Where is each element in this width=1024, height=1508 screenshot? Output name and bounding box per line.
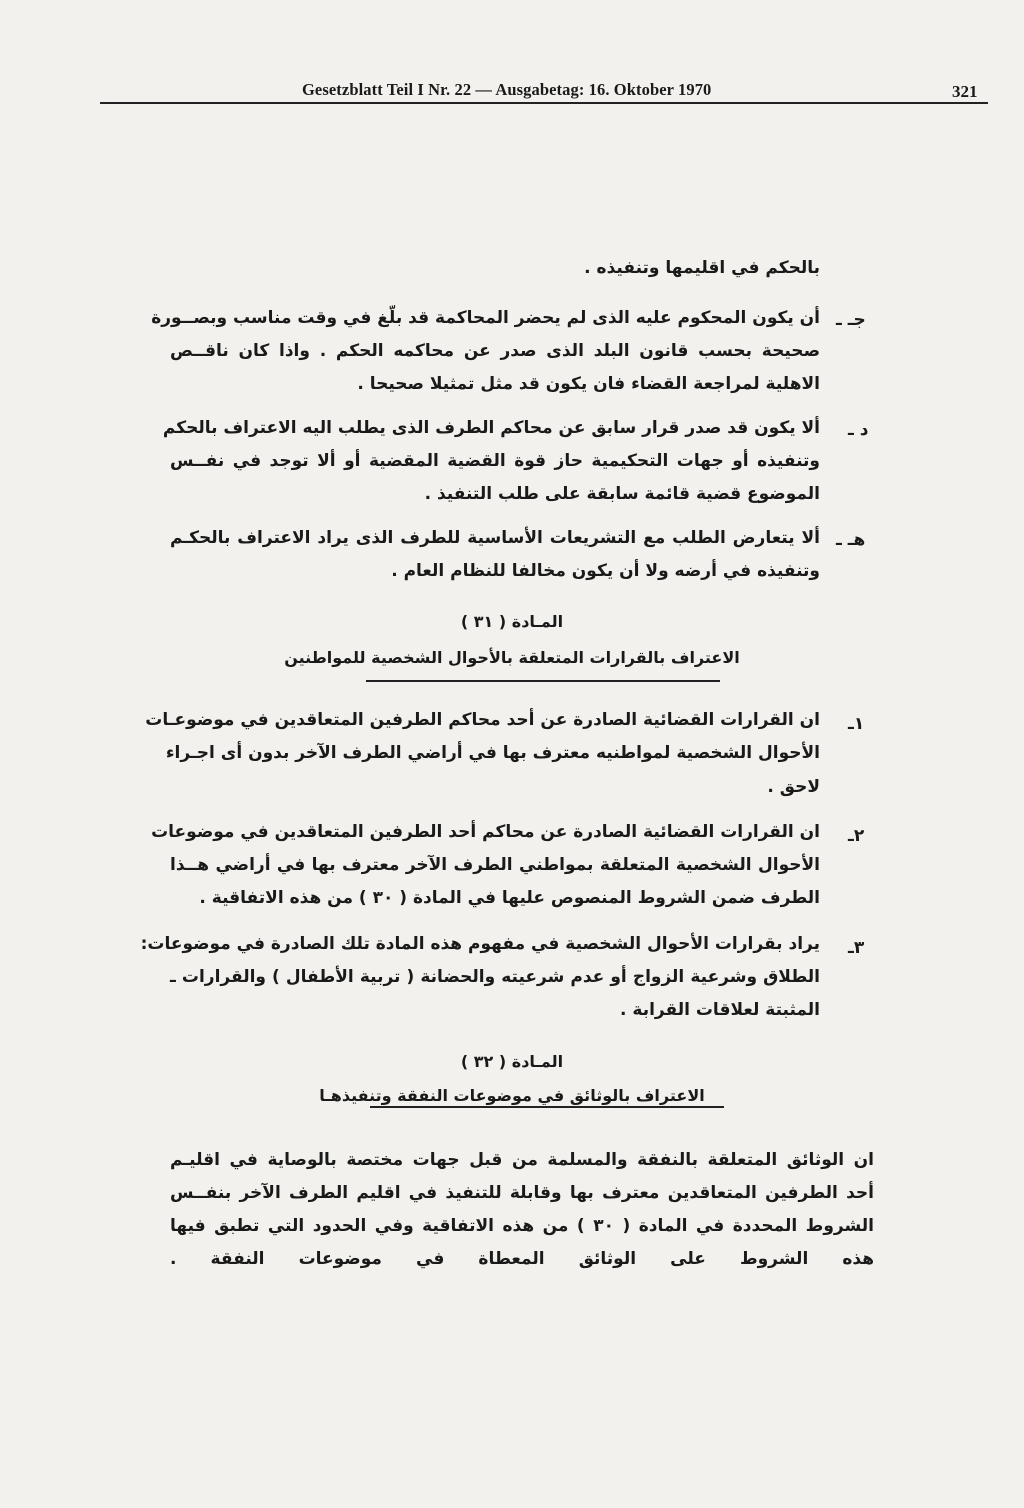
article-31-heading: المـادة ( ٣١ ) — [460, 612, 564, 631]
item-1-line-1: ان القرارات القضائية الصادرة عن أحد محاكم الطرفين المتعاقدين في موضوعـات — [145, 710, 820, 730]
clause-jeem-line-3: الاهلية لمراجعة القضاء فان يكون قد مثل تمثيلا صحيحا . — [357, 374, 820, 394]
clause-dal-line-2: وتنفيذه أو جهات التحكيمية حاز قوة القضية المقضية أو ألا توجد في نفــس — [170, 451, 820, 471]
clause-dal-line-3: الموضوع قضية قائمة سابقة على طلب التنفيذ . — [424, 484, 820, 504]
gazette-title: Gesetzblatt Teil I Nr. 22 — Ausgabetag: 16. Oktober 1970 — [302, 80, 712, 99]
final-line-3: الشروط المحددة في المادة ( ٣٠ ) من هذه الاتفاقية وفي الحدود التي تطبق فيها — [170, 1216, 874, 1236]
item-1-marker: ١ـ — [848, 714, 865, 734]
final-line-1: ان الوثائق المتعلقة بالنفقة والمسلمة من قبل جهات مختصة بالوصاية في اقليـم — [170, 1150, 874, 1170]
item-2-line-1: ان القرارات القضائية الصادرة عن محاكم أحد الطرفين المتعاقدين في موضوعات — [151, 822, 820, 842]
clause-dal-line-1: ألا يكون قد صدر قرار سابق عن محاكم الطرف الذى يطلب اليه الاعتراف بالحكم — [162, 418, 820, 438]
item-3-line-1: يراد بقرارات الأحوال الشخصية في مفهوم هذه المادة تلك الصادرة في موضوعات: — [140, 934, 820, 954]
item-2-line-2: الأحوال الشخصية المتعلقة بمواطني الطرف الآخر معترف بها في أراضي هــذا — [170, 855, 820, 875]
page-number: 321 — [952, 82, 978, 101]
item-2-marker: ٢ـ — [848, 826, 865, 846]
final-line-2: أحد الطرفين المتعاقدين معترف بها وقابلة للتنفيذ في اقليم الطرف الآخر بنفــس — [170, 1183, 874, 1203]
clause-ha-line-2: وتنفيذه في أرضه ولا أن يكون مخالفا للنظام العام . — [391, 561, 820, 581]
clause-jeem-line-1: أن يكون المحكوم عليه الذى لم يحضر المحاكمة قد بلّغ في وقت مناسب وبصــورة — [151, 308, 820, 328]
item-1-line-3: لاحق . — [767, 777, 820, 797]
item-3-line-2: الطلاق وشرعية الزواج أو عدم شرعيته والحضانة ( تربية الأطفال ) والقرارات ـ — [170, 967, 820, 987]
clause-ha-line-1: ألا يتعارض الطلب مع التشريعات الأساسية للطرف الذى يراد الاعتراف بالحكـم — [170, 528, 820, 548]
article-32-heading: المـادة ( ٣٢ ) — [460, 1052, 564, 1071]
article-31-underline — [366, 680, 720, 682]
article-31-title: الاعتراف بالقرارات المتعلقة بالأحوال الشخصية للمواطنين — [284, 648, 740, 667]
clause-jeem-line-2: صحيحة بحسب قانون البلد الذى صدر عن محاكمه الحكم . واذا كان ناقــص — [170, 341, 820, 361]
article-32-title: الاعتراف بالوثائق في موضوعات النفقة وتنفيذهـا — [319, 1086, 705, 1105]
final-line-4: هذه الشروط على الوثائق المعطاة في موضوعات النفقة . — [170, 1249, 874, 1269]
item-1-line-2: الأحوال الشخصية لمواطنيه معترف بها في أراضي الطرف الآخر بدون أى اجـراء — [165, 743, 820, 763]
clause-jeem-marker: جـ ـ — [836, 310, 866, 330]
clause-ha-marker: هـ ـ — [836, 530, 866, 550]
item-3-line-3: المثبتة لعلاقات القرابة . — [620, 1000, 820, 1020]
item-3-marker: ٣ـ — [848, 938, 865, 958]
article-32-underline — [370, 1106, 724, 1108]
header-rule — [100, 102, 988, 104]
item-2-line-3: الطرف ضمن الشروط المنصوص عليها في المادة ( ٣٠ ) من هذه الاتفاقية . — [199, 888, 820, 908]
intro-line: بالحكم في اقليمها وتنفيذه . — [584, 258, 820, 278]
clause-dal-marker: د ـ — [848, 420, 869, 440]
